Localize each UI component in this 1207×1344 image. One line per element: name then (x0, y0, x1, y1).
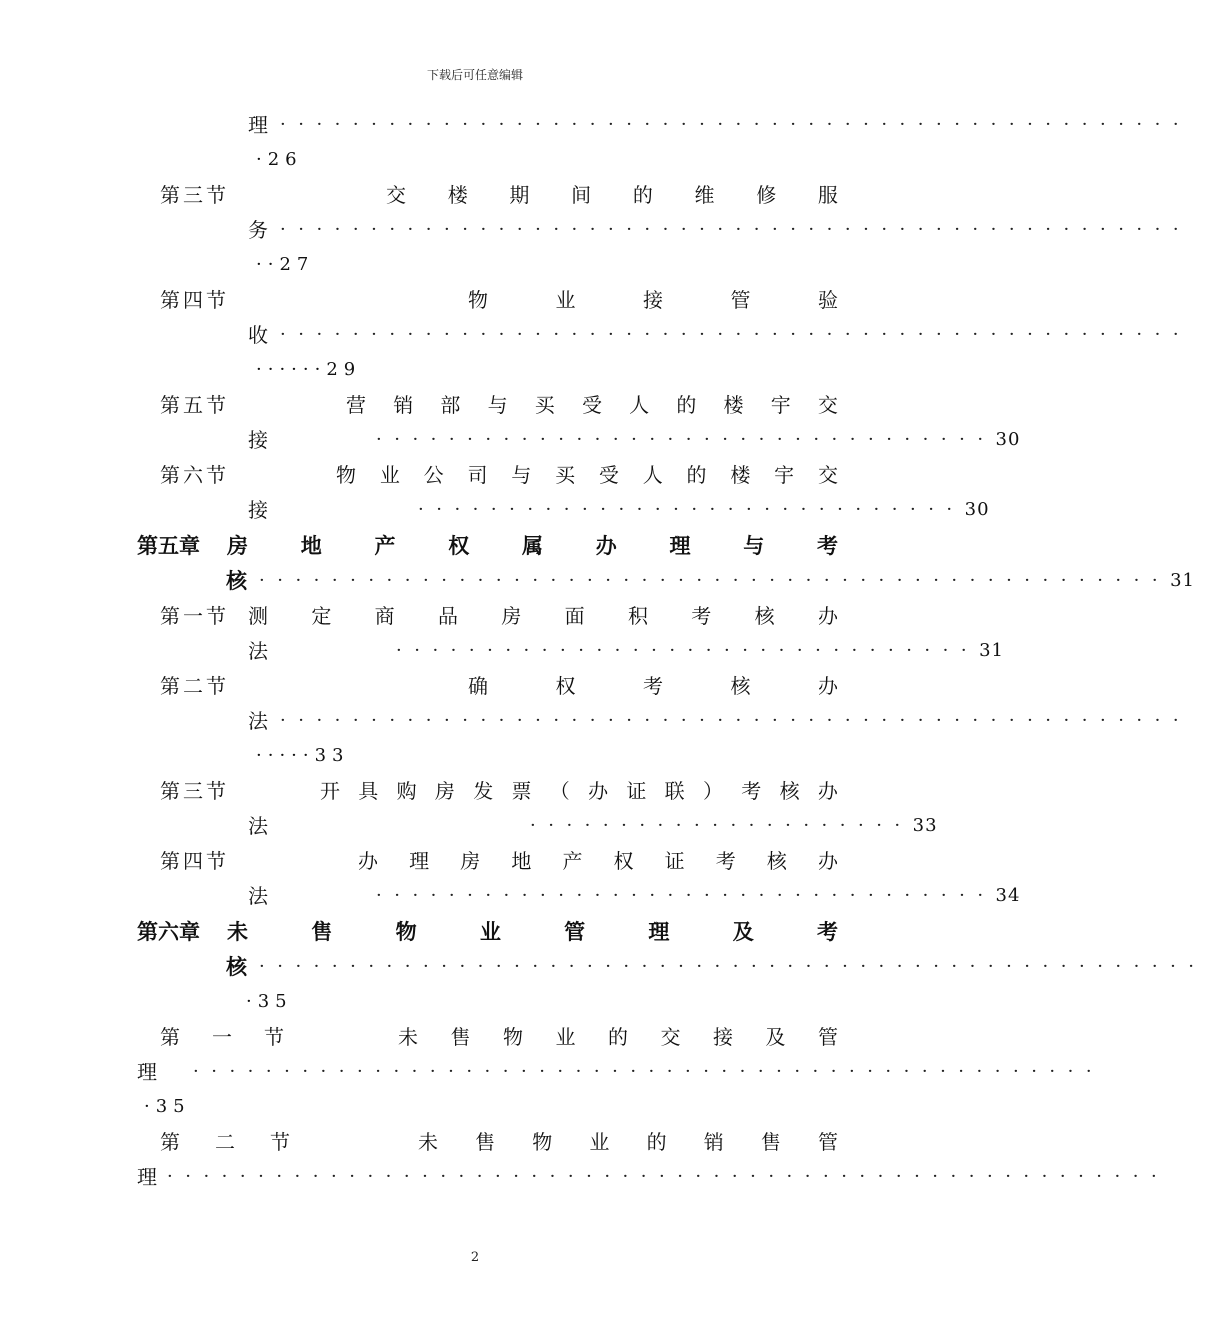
toc-title-char: 考 (643, 674, 663, 698)
toc-title-char: 接 (643, 288, 663, 312)
toc-title-char: 第 (160, 1025, 180, 1049)
toc-page-line (246, 987, 293, 1017)
toc-title-char: 房 (460, 849, 481, 873)
toc-heading-text: 法 (248, 814, 268, 838)
toc-section-label: 第四节 (160, 288, 229, 312)
toc-title-char: 购 (396, 779, 417, 803)
toc-title-char: 业 (479, 919, 501, 944)
toc-title-char: 管 (818, 1025, 838, 1049)
toc-title-char: 的 (632, 183, 653, 207)
toc-page-number: ·26 (256, 149, 303, 170)
toc-title-char: 考 (816, 919, 838, 944)
toc-title-char: 考 (741, 779, 762, 803)
toc-title-char: 楼 (447, 183, 468, 207)
toc-entry-chapter (137, 917, 838, 947)
toc-title-char: 物 (503, 1025, 523, 1049)
toc-title-char: 受 (581, 393, 602, 417)
toc-page-line (256, 250, 314, 280)
toc-title-char: 二 (215, 1130, 235, 1154)
toc-title-char: 及 (765, 1025, 786, 1049)
toc-title-char: 第 (160, 1130, 180, 1154)
toc-title-char: 理 (648, 919, 670, 944)
toc-title-char: 房 (227, 533, 248, 558)
dot-leader: ·················································· (280, 710, 1192, 731)
toc-title-char: 考 (691, 604, 712, 628)
toc-entry-section (160, 285, 838, 315)
toc-entry-continuation (137, 1057, 1105, 1087)
toc-page-number: 31 (979, 640, 1004, 661)
toc-page-number: 31 (1170, 570, 1195, 591)
toc-title-char: 办 (818, 674, 838, 698)
dot-leader: ····················· (530, 815, 913, 836)
toc-title-char: 售 (475, 1130, 496, 1154)
toc-entry-section (160, 776, 838, 806)
toc-title-char: 权 (613, 849, 634, 873)
toc-title-char: 面 (564, 604, 585, 628)
toc-title-char: 物 (395, 919, 417, 944)
toc-page-line (256, 741, 350, 771)
toc-title-char: 商 (374, 604, 395, 628)
toc-title-char: 的 (646, 1130, 667, 1154)
toc-title-char: 节 (264, 1025, 284, 1049)
toc-title-char: 地 (300, 533, 322, 558)
toc-heading-text: 接 (248, 428, 268, 452)
toc-section-label: 第五节 (160, 393, 229, 417)
toc-entry-continuation (248, 320, 1192, 350)
toc-entry-section (160, 601, 838, 631)
toc-page-number: ·····33 (256, 745, 350, 766)
toc-title-char: 房 (434, 779, 455, 803)
toc-entry-continuation (248, 110, 1192, 140)
toc-title-char: 交 (660, 1025, 681, 1049)
dot-leader: ································ (396, 640, 980, 661)
toc-title-char: 与 (511, 463, 532, 487)
toc-page-number: ·35 (246, 991, 293, 1012)
dot-leader: ·················································· (280, 114, 1192, 135)
toc-title-char: 业 (379, 463, 400, 487)
toc-title-char: 开 (320, 779, 340, 803)
toc-title-char: 属 (522, 533, 543, 558)
toc-section-label: 第六节 (160, 463, 229, 487)
toc-title-char: 定 (311, 604, 332, 628)
toc-entry-continuation (226, 566, 1195, 596)
toc-title-char: 司 (467, 463, 488, 487)
toc-title-char: 营 (346, 393, 366, 417)
toc-title-char: 测 (248, 604, 268, 628)
toc-section-label: 第二节 (160, 674, 229, 698)
toc-entry-continuation (226, 952, 1207, 982)
toc-title-char: 物 (468, 288, 488, 312)
toc-title-char: 考 (817, 533, 838, 558)
toc-heading-text: 收 (248, 323, 268, 347)
toc-title-char: 证 (664, 849, 685, 873)
toc-page-number: ······29 (256, 359, 362, 380)
toc-title-char: 核 (754, 604, 775, 628)
toc-title-char: 楼 (730, 463, 751, 487)
toc-title-char: 一 (212, 1025, 232, 1049)
toc-entry-chapter (137, 531, 838, 561)
toc-title-char: 部 (440, 393, 461, 417)
toc-title-char: 交 (386, 183, 406, 207)
toc-title-char: 核 (730, 674, 751, 698)
toc-title-char: 服 (817, 183, 838, 207)
toc-title-char: 宇 (774, 463, 795, 487)
toc-title-char: 售 (760, 1130, 781, 1154)
toc-title-char: 交 (817, 393, 838, 417)
dot-leader: ·································· (376, 429, 996, 450)
dot-leader: ·················································· (280, 219, 1192, 240)
toc-title-char: 联 (664, 779, 685, 803)
toc-title-char: 办 (595, 533, 617, 558)
toc-section-label: 第一节 (160, 604, 229, 628)
toc-title-char: 管 (564, 919, 586, 944)
toc-title-char: 办 (358, 849, 378, 873)
page-header: 下载后可任意编辑 (426, 68, 523, 82)
toc-title-char: 销 (703, 1130, 724, 1154)
toc-entry-section (160, 1127, 838, 1157)
toc-title-char: 人 (629, 393, 650, 417)
toc-title-char: 管 (730, 288, 751, 312)
dot-leader: ···················································· (259, 956, 1207, 977)
toc-title-char: 证 (626, 779, 647, 803)
toc-chapter-label: 第六章 (137, 919, 200, 944)
toc-entry-section (160, 390, 838, 420)
toc-title-char: 买 (534, 393, 555, 417)
toc-title-char: ） (702, 779, 723, 803)
toc-heading-text: 核 (226, 954, 247, 979)
toc-page-number: ·35 (144, 1096, 191, 1117)
toc-title-char: 房 (501, 604, 522, 628)
toc-entry-continuation (248, 215, 1192, 245)
toc-title-char: 业 (555, 1025, 576, 1049)
toc-heading-text: 务 (248, 218, 268, 242)
toc-entry-continuation (248, 425, 1021, 455)
toc-title-char: 及 (732, 919, 754, 944)
toc-title-char: 权 (448, 533, 470, 558)
toc-title-char: 确 (468, 674, 488, 698)
page-number: 2 (470, 1250, 480, 1265)
toc-heading-text: 核 (226, 568, 247, 593)
toc-title-char: 人 (642, 463, 663, 487)
toc-page-line (256, 145, 303, 175)
toc-heading-text: 接 (248, 498, 268, 522)
toc-page-number: 30 (964, 499, 990, 520)
toc-title-char: 与 (487, 393, 508, 417)
toc-title-char: 间 (571, 183, 592, 207)
toc-title-char: 未 (227, 919, 248, 944)
toc-section-label: 第四节 (160, 849, 229, 873)
toc-chapter-label: 第五章 (137, 533, 200, 558)
toc-entry-section (160, 180, 838, 210)
toc-section-label: 第三节 (160, 183, 229, 207)
toc-title-char: 产 (374, 533, 396, 558)
toc-title-char: 物 (532, 1130, 553, 1154)
toc-title-char: 宇 (770, 393, 791, 417)
toc-title-char: 权 (555, 674, 576, 698)
dot-leader: ·················································· (259, 570, 1171, 591)
toc-title-char: 物 (336, 463, 356, 487)
toc-title-char: 理 (669, 533, 691, 558)
toc-heading-text: 理 (137, 1165, 157, 1189)
toc-page-number: 30 (995, 429, 1021, 450)
toc-title-char: 销 (393, 393, 414, 417)
dot-leader: ·················································· (280, 324, 1192, 345)
dot-leader: ·································· (376, 885, 996, 906)
dot-leader: ······························ (418, 499, 965, 520)
toc-title-char: 产 (562, 849, 583, 873)
toc-title-char: 的 (686, 463, 707, 487)
toc-title-char: 业 (555, 288, 576, 312)
toc-title-char: 发 (473, 779, 494, 803)
toc-entry-section (160, 460, 838, 490)
toc-title-char: 交 (817, 463, 838, 487)
toc-entry-section (160, 846, 838, 876)
toc-title-char: 票 (511, 779, 532, 803)
toc-heading-text: 理 (137, 1060, 157, 1084)
toc-entry-continuation (248, 881, 1021, 911)
toc-title-char: 的 (608, 1025, 628, 1049)
toc-title-char: 期 (509, 183, 530, 207)
toc-title-char: 业 (589, 1130, 610, 1154)
toc-page-number: 34 (995, 885, 1021, 906)
toc-entry-continuation (248, 495, 990, 525)
toc-title-char: 售 (311, 919, 333, 944)
toc-title-char: 管 (817, 1130, 838, 1154)
toc-entry-continuation (248, 811, 938, 841)
dot-leader: ······················································· (167, 1166, 1170, 1187)
toc-title-char: 品 (437, 604, 458, 628)
toc-page-number: 33 (912, 815, 938, 836)
toc-title-char: 考 (715, 849, 736, 873)
toc-title-char: 买 (555, 463, 576, 487)
toc-section-label: 第三节 (160, 779, 229, 803)
toc-title-char: 核 (766, 849, 787, 873)
toc-title-char: 核 (779, 779, 800, 803)
toc-title-char: 办 (817, 779, 838, 803)
toc-title-char: 具 (358, 779, 379, 803)
toc-entry-continuation (137, 1162, 1170, 1192)
toc-title-char: 的 (676, 393, 697, 417)
toc-title-char: 修 (756, 183, 777, 207)
toc-entry-continuation (248, 636, 1004, 666)
toc-page-line (256, 355, 361, 385)
toc-page-line (144, 1092, 191, 1122)
toc-title-char: 验 (818, 288, 838, 312)
toc-title-char: 地 (511, 849, 532, 873)
toc-heading-text: 法 (248, 709, 268, 733)
toc-title-char: 未 (418, 1130, 438, 1154)
toc-heading-text: 理 (248, 113, 268, 137)
toc-title-char: 楼 (723, 393, 744, 417)
toc-title-char: 积 (627, 604, 648, 628)
toc-title-char: （ (549, 779, 570, 803)
toc-entry-continuation (248, 706, 1192, 736)
toc-heading-text: 法 (248, 884, 268, 908)
toc-entry-section (160, 1022, 838, 1052)
toc-page-number: ··27 (256, 254, 315, 275)
toc-title-char: 理 (409, 849, 430, 873)
toc-heading-text: 法 (248, 639, 268, 663)
toc-title-char: 节 (270, 1130, 290, 1154)
toc-title-char: 受 (598, 463, 619, 487)
toc-title-char: 维 (694, 183, 715, 207)
toc-title-char: 接 (713, 1025, 733, 1049)
toc-entry-section (160, 671, 838, 701)
dot-leader: ·················································· (193, 1061, 1105, 1082)
toc-title-char: 与 (743, 533, 765, 558)
toc-title-char: 售 (450, 1025, 471, 1049)
toc-title-char: 未 (398, 1025, 418, 1049)
toc-title-char: 办 (817, 604, 838, 628)
toc-title-char: 办 (817, 849, 838, 873)
toc-title-char: 办 (588, 779, 609, 803)
toc-title-char: 公 (423, 463, 444, 487)
